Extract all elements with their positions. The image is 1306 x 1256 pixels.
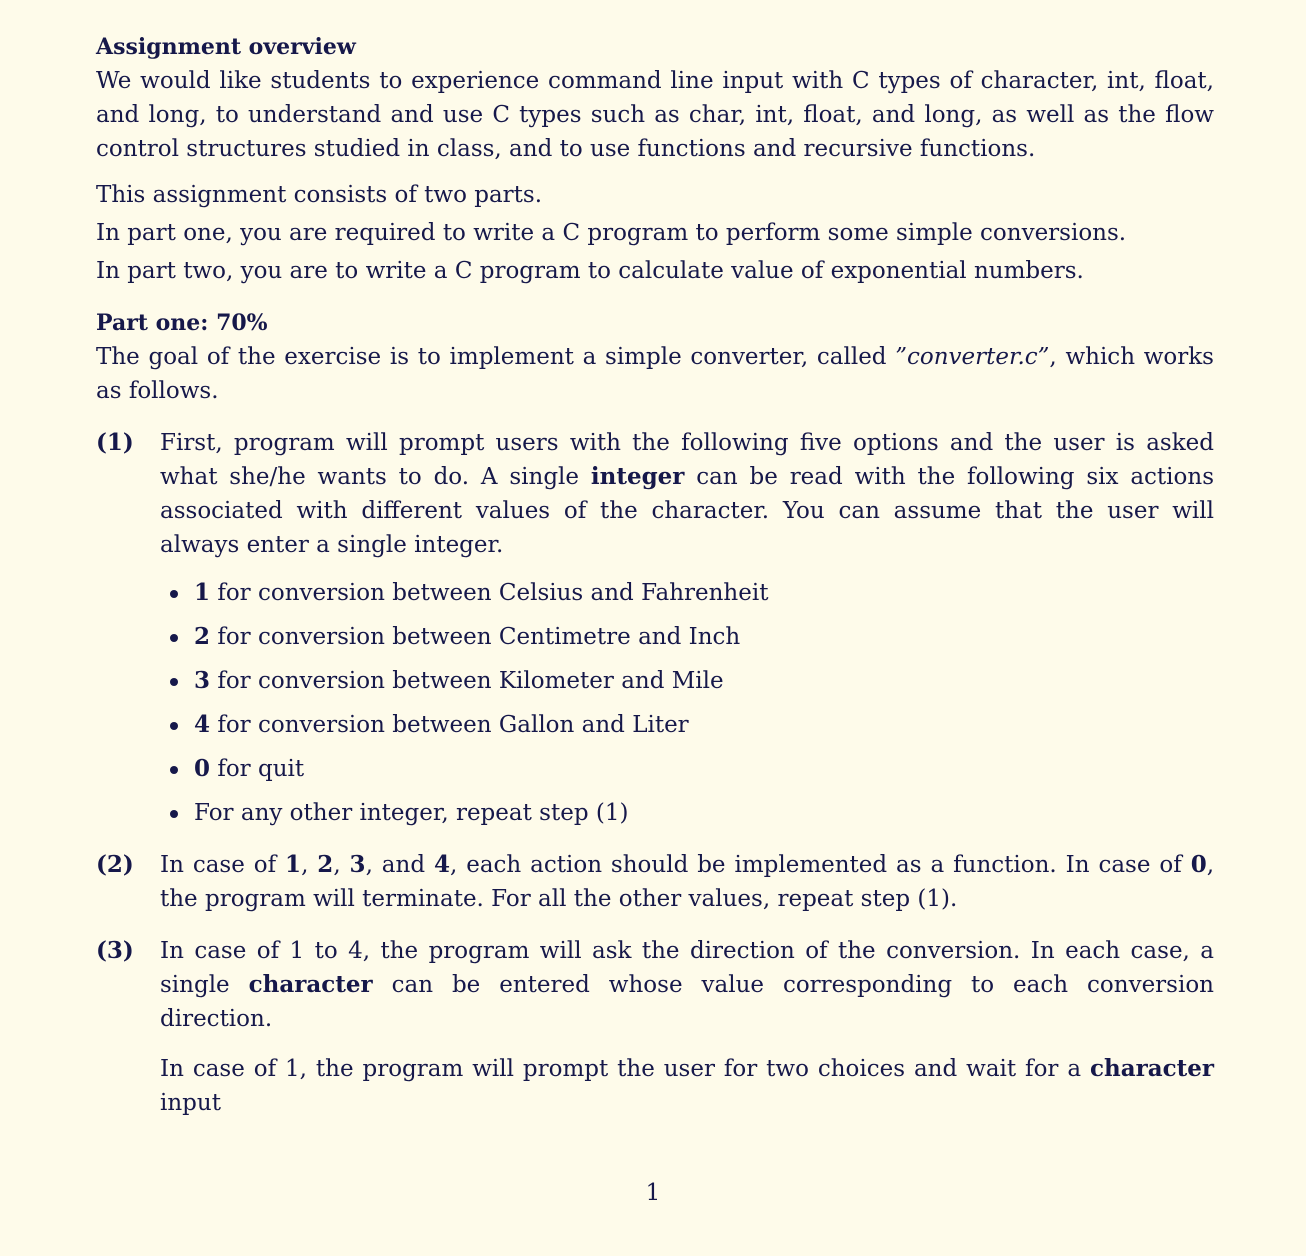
step-key: 4 [433,851,450,878]
steps-list [96,426,1214,1120]
step-text: , each action should be implemented as a function. In case of [449,852,1191,878]
option-key: 1 [194,579,211,606]
step-1-text [146,426,1214,562]
step-2 [96,848,1214,916]
step-2-text [146,848,1214,916]
option-key: 0 [194,755,211,782]
overview-line-3: In part two, you are to write a C program to calculate value of exponential numbers. [96,258,1084,284]
step-keyword: integer [590,463,685,490]
option-item [160,708,1214,742]
step-text: can be entered whose value corresponding to each conversion direction. [160,972,1214,1032]
option-item [160,752,1214,786]
option-text: for conversion between Gallon and Liter [210,712,689,738]
step-3-text [146,934,1214,1036]
part-one-heading: Part one: 70% [96,310,268,336]
option-text: For any other integer, repeat step (1) [194,800,629,826]
intro-filename: ”converter.c” [895,344,1050,370]
step-text: In case of 1 to 4, the program will ask the direction of the conversion. In each case, a single [160,938,1214,998]
step-text: In case of 1, the program will prompt the user for two choices and wait for a [160,1056,1090,1082]
option-item [160,576,1214,610]
step-text: In case of [160,852,286,878]
step-number: (2) [96,851,134,878]
step-text: , the program will terminate. For all the other values, repeat step (1). [160,852,1215,912]
option-key: 2 [194,623,211,650]
option-text: for conversion between Centimetre and Inch [210,624,741,650]
step-key: 3 [349,851,366,878]
intro-text: The goal of the exercise is to implement a simple converter, called [96,344,896,370]
overview-heading: Assignment overview [96,34,356,60]
option-key: 3 [194,667,211,694]
option-item [160,620,1214,654]
step-keyword: character [1089,1055,1214,1082]
step-key: 2 [317,851,334,878]
overview-line-2: In part one, you are required to write a C program to perform some simple conversions. [96,220,1127,246]
step-keyword: character [248,971,373,998]
options-list [160,576,1214,830]
step-number: (1) [96,429,134,456]
page-number: 1 [645,1180,661,1206]
step-sep: , [333,852,350,878]
step-1 [96,426,1214,830]
overview-paragraph: We would like students to experience command line input with C types of character, int, float, and long, to understand and use C types such as char, int, float, and long, as well as the flow control structures studied in class, and to use functions and recursive functions. [96,68,1214,162]
document-page [96,24,1214,1138]
step-key: 1 [285,851,302,878]
step-text: First, program will prompt users with the following five options and the user is asked what she/he wants to do. A single [160,430,1214,490]
option-text: for conversion between Celsius and Fahrenheit [210,580,769,606]
option-item [160,796,1214,830]
step-key: 0 [1190,851,1207,878]
step-text: can be read with the following six actions associated with different values of the character. You can assume that the user will always enter a single integer. [160,464,1214,558]
step-number: (3) [96,937,134,964]
step-text: input [160,1090,221,1116]
part-one-intro [96,340,1214,408]
step-sep: , and [365,852,434,878]
option-text: for quit [210,756,305,782]
option-item [160,664,1214,698]
step-3-subtext [146,1052,1214,1120]
option-text: for conversion between Kilometer and Mile [210,668,724,694]
intro-text-end: , which works as follows. [96,344,1214,404]
overview-line-1: This assignment consists of two parts. [96,182,543,208]
step-3 [96,934,1214,1120]
option-key: 4 [194,711,211,738]
step-sep: , [301,852,318,878]
